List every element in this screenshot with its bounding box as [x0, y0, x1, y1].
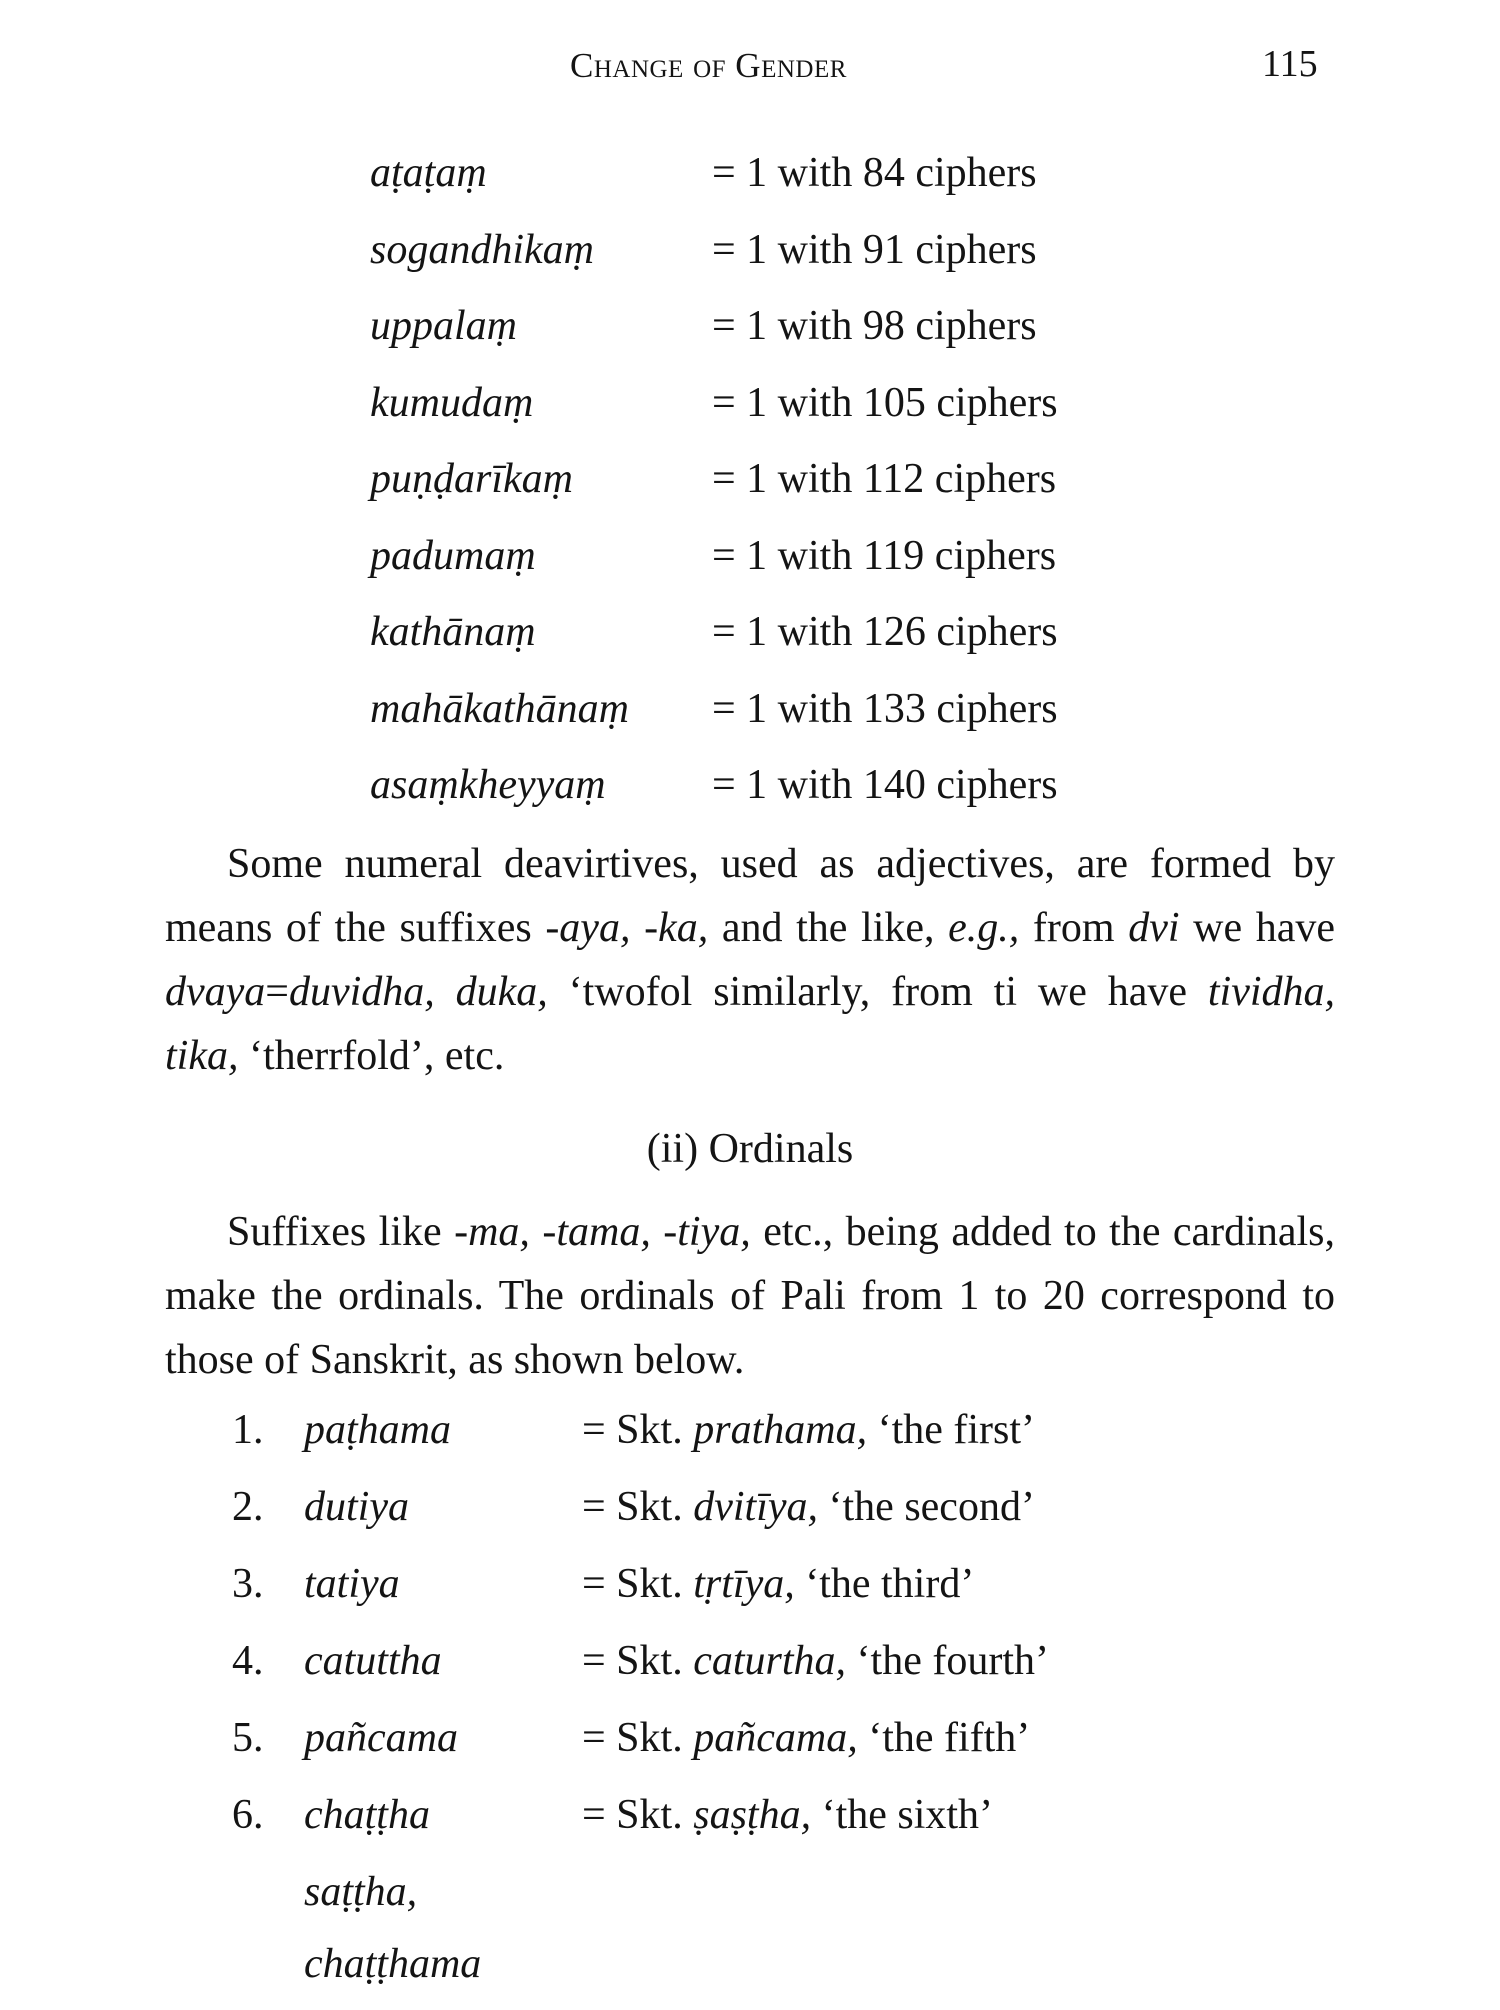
text-run: we have: [1179, 905, 1336, 951]
page-number: 115: [1262, 43, 1318, 85]
ordinal-row: [232, 1481, 1332, 1558]
text-run: from: [1019, 905, 1129, 951]
equivalent-prefix: = Skt.: [582, 1407, 694, 1453]
numeral-term: sogandhikaṃ: [370, 226, 594, 273]
ordinal-table: [232, 1404, 1332, 2010]
running-title: Change of Gender: [570, 46, 847, 85]
section-heading: (ii) Ordinals: [646, 1126, 854, 1172]
equivalent-prefix: = Skt.: [582, 1561, 694, 1607]
ordinal-term: paṭhama: [304, 1407, 451, 1453]
numeral-value: = 1 with 133 ciphers: [712, 685, 1058, 732]
ordinal-equivalent: [582, 1404, 1035, 1456]
ordinal-row: [232, 1635, 1332, 1712]
running-head: [0, 43, 1500, 96]
numeral-row: [370, 225, 1270, 302]
numeral-row: [370, 531, 1270, 608]
numeral-row: [370, 607, 1270, 684]
numeral-term: asaṃkheyyaṃ: [370, 762, 606, 808]
ordinal-number: 4.: [232, 1638, 264, 1684]
numeral-value: = 1 with 119 ciphers: [712, 532, 1057, 579]
sanskrit-term: ṣaṣṭha,: [693, 1792, 812, 1838]
numeral-row: [370, 454, 1270, 531]
text-run: =: [265, 969, 289, 1015]
sanskrit-term: dvitīya,: [693, 1484, 819, 1530]
numeral-value: = 1 with 84 ciphers: [712, 150, 1037, 196]
sanskrit-term: caturtha,: [693, 1638, 847, 1684]
numeral-value: = 1 with 140 ciphers: [712, 762, 1058, 808]
ordinal-equivalent: [582, 1712, 1030, 1764]
italic-run: -aya, -ka,: [545, 905, 709, 951]
text-run: Suffixes like: [227, 1209, 455, 1255]
italic-run: tividha, tika,: [165, 969, 1336, 1079]
numeral-term: kumudaṃ: [370, 379, 534, 426]
equivalent-prefix: = Skt.: [582, 1792, 694, 1838]
equivalent-prefix: = Skt.: [582, 1484, 694, 1530]
numeral-value: = 1 with 112 ciphers: [712, 456, 1057, 502]
ordinal-row: [232, 1558, 1332, 1635]
gloss: ‘the second’: [818, 1484, 1035, 1530]
italic-run: dvi: [1128, 905, 1180, 951]
text-run: Some numeral deavirtives, used as adjectives, are formed by means of the suffixes: [165, 841, 1335, 951]
ordinal-number: 1.: [232, 1407, 264, 1453]
gloss: ‘the fourth’: [846, 1638, 1049, 1684]
paragraph-numeral-derivatives: [165, 832, 1335, 1088]
numeral-term: uppalaṃ: [370, 303, 517, 349]
ordinal-term: pañcama: [304, 1715, 458, 1761]
italic-run: -ma, -tama, -tiya,: [454, 1209, 751, 1255]
sanskrit-term: pañcama,: [693, 1715, 858, 1761]
text-run: and the like,: [708, 905, 949, 951]
numeral-term: padumaṃ: [370, 532, 536, 579]
numeral-row: [370, 760, 1270, 837]
numeral-value: = 1 with 105 ciphers: [712, 379, 1058, 426]
text-run: ‘twofol similarly, from ti we have: [547, 969, 1208, 1015]
numeral-row: [370, 684, 1270, 761]
equivalent-prefix: = Skt.: [582, 1638, 694, 1684]
numeral-value: = 1 with 91 ciphers: [712, 226, 1037, 273]
ordinal-variant: chaṭṭhama: [304, 1941, 482, 1987]
ordinal-number: 3.: [232, 1561, 264, 1607]
sanskrit-term: prathama,: [693, 1407, 868, 1453]
ordinal-equivalent: [582, 1789, 993, 1841]
numeral-row: [370, 148, 1270, 225]
numeral-row: [370, 378, 1270, 455]
ordinal-number: 5.: [232, 1715, 264, 1761]
numeral-row: [370, 301, 1270, 378]
equivalent-prefix: = Skt.: [582, 1715, 694, 1761]
ordinal-row: [232, 1789, 1332, 1866]
ordinal-term: catuttha: [304, 1638, 442, 1684]
ordinal-equivalent: [582, 1635, 1049, 1687]
ordinal-number: 2.: [232, 1484, 264, 1530]
numeral-value: = 1 with 126 ciphers: [712, 609, 1058, 655]
numeral-term: puṇḍarīkaṃ: [370, 456, 573, 502]
ordinal-row: [232, 1712, 1332, 1789]
gloss: ‘the third’: [794, 1561, 975, 1607]
ordinal-term: chaṭṭha: [304, 1792, 430, 1838]
italic-run: duvidha, duka,: [288, 969, 548, 1015]
ordinal-row: [232, 1404, 1332, 1481]
sanskrit-term: tṛtīya,: [693, 1561, 795, 1607]
ordinal-variant: saṭṭha,: [304, 1869, 418, 1915]
text-run: ‘therrfold’, etc.: [238, 1033, 505, 1079]
ordinal-equivalent: [582, 1481, 1035, 1533]
paragraph-ordinals: [165, 1200, 1335, 1392]
numeral-term: mahākathānaṃ: [370, 685, 629, 732]
ordinal-term: tatiya: [304, 1561, 400, 1607]
ordinal-equivalent: [582, 1558, 974, 1610]
numeral-term: kathānaṃ: [370, 609, 536, 655]
ordinal-number: 6.: [232, 1792, 264, 1838]
italic-run: dvaya: [165, 969, 266, 1015]
numeral-table: [370, 148, 1270, 837]
italic-run: e.g.,: [948, 905, 1020, 951]
gloss: ‘the first’: [867, 1407, 1036, 1453]
ordinal-term: dutiya: [304, 1484, 409, 1530]
gloss: ‘the sixth’: [811, 1792, 994, 1838]
gloss: ‘the fifth’: [857, 1715, 1031, 1761]
numeral-value: = 1 with 98 ciphers: [712, 303, 1037, 349]
numeral-term: aṭaṭaṃ: [370, 150, 487, 196]
text-run: etc., being added to the cardinals, make the ordinals. The ordinals of Pali from 1 to 20 correspond to those of Sanskrit, as shown below.: [165, 1209, 1335, 1383]
